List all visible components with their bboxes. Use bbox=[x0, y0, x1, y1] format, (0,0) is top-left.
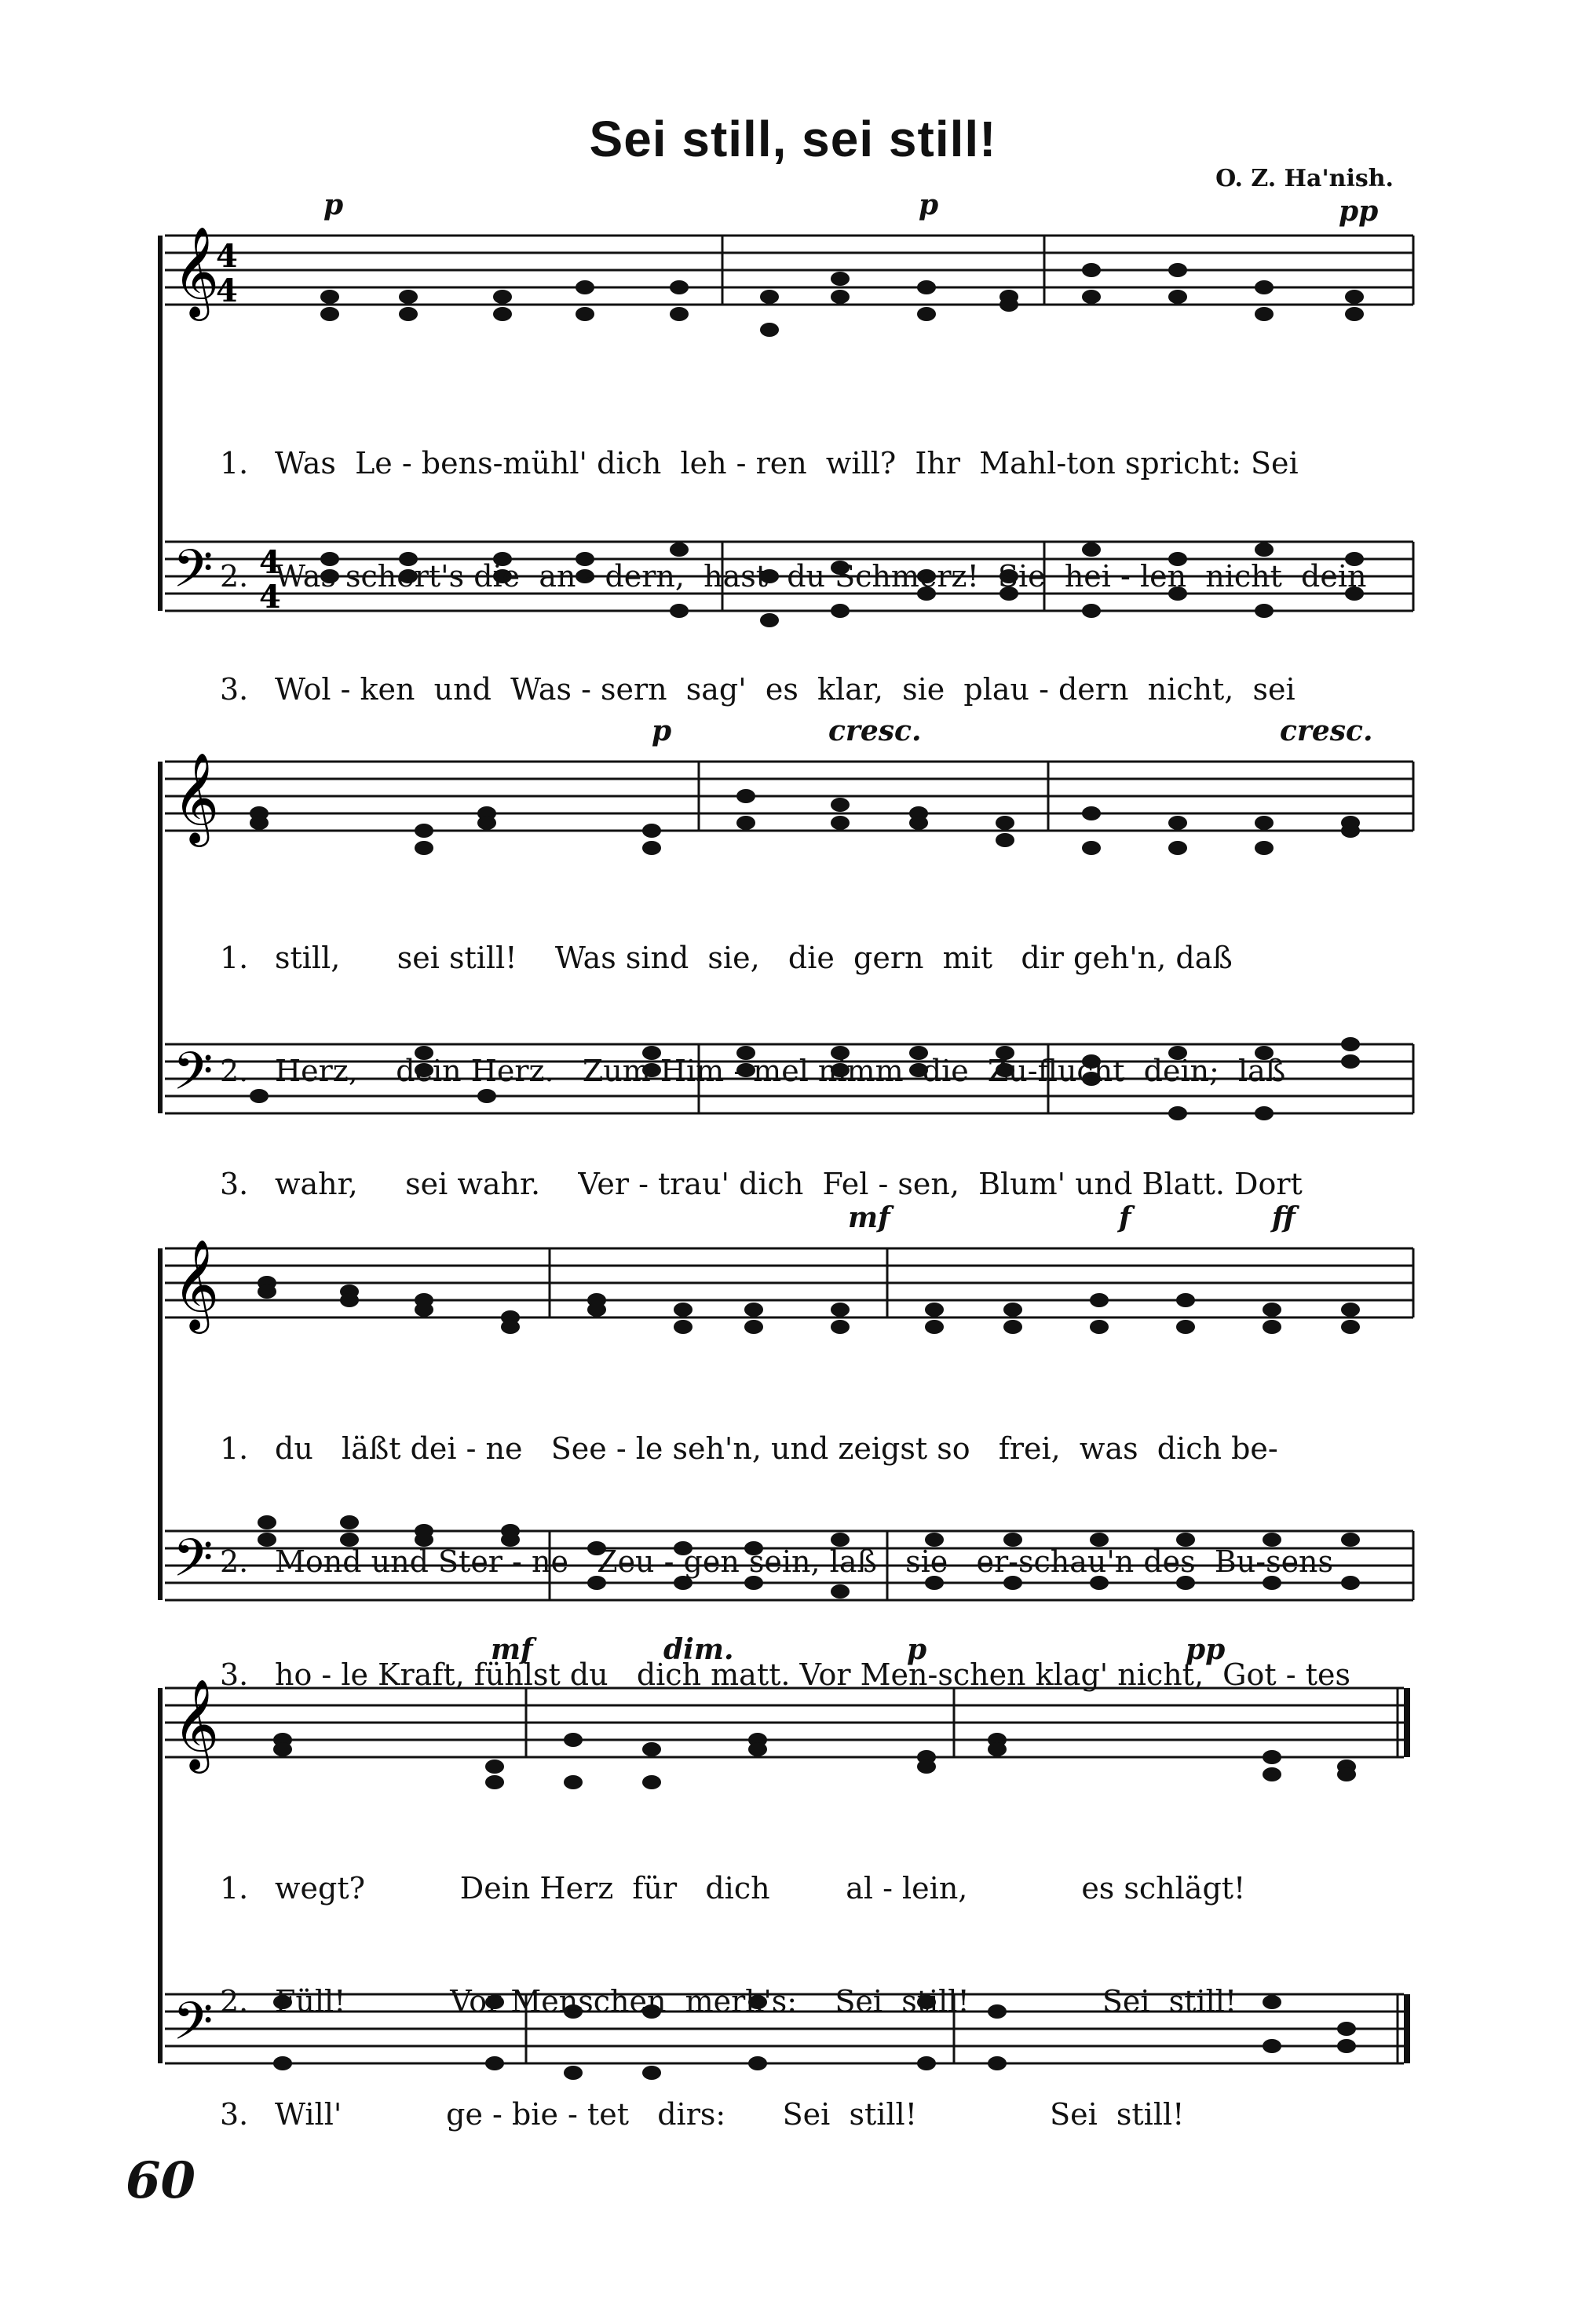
dynamic-mark: p bbox=[919, 188, 939, 221]
treble-clef-icon: 𝄞 bbox=[173, 1678, 220, 1770]
bass-clef-icon: 𝄢 bbox=[173, 1041, 214, 1114]
verse-line: 3. wahr, sei wahr. Ver - trau' dich Fel - sen, Blum' und Blatt. Dort bbox=[220, 1167, 1303, 1201]
dynamic-mark: pp bbox=[1186, 1633, 1226, 1666]
verse-line: 1. Was Le - bens-mühl' dich leh - ren will? Ihr Mahl-ton spricht: Sei bbox=[220, 446, 1299, 481]
verse-lines-1 bbox=[220, 369, 1398, 784]
dynamic-mark: p bbox=[907, 1633, 927, 1666]
composer-credit: O. Z. Ha'nish. bbox=[1215, 165, 1394, 192]
dynamic-mark: dim. bbox=[663, 1633, 734, 1666]
bass-clef-icon: 𝄢 bbox=[173, 1991, 214, 2064]
svg-text:4: 4 bbox=[259, 579, 281, 616]
dynamic-mark: p bbox=[323, 188, 344, 221]
bass-clef-icon: 𝄢 bbox=[173, 539, 214, 612]
verse-lines-4 bbox=[220, 1794, 1398, 2209]
treble-clef-icon: 𝄞 bbox=[173, 1238, 220, 1330]
dynamic-mark: cresc. bbox=[1280, 714, 1373, 747]
verse-line: 3. Wol - ken und Was - sern sag' es klar, sie plau - dern nicht, sei bbox=[220, 672, 1295, 707]
dynamic-mark: mf bbox=[848, 1201, 890, 1234]
verse-lines-2 bbox=[220, 864, 1398, 1278]
verse-line: 2. Mond und Ster - ne Zeu - gen sein, laß sie er-schau'n des Bu-sens bbox=[220, 1544, 1334, 1579]
verse-line: 1. du läßt dei - ne See - le seh'n, und zeigst so frei, was dich be- bbox=[220, 1431, 1278, 1466]
dynamic-mark: mf bbox=[491, 1633, 533, 1666]
bass-clef-icon: 𝄢 bbox=[173, 1528, 214, 1601]
verse-line: 1. wegt? Dein Herz für dich al - lein, es schlägt! bbox=[220, 1871, 1246, 1906]
dynamic-mark: pp bbox=[1339, 195, 1379, 228]
dynamic-mark: cresc. bbox=[828, 714, 922, 747]
dynamic-mark: p bbox=[652, 714, 672, 747]
verse-line: 2. Was schert's die an - dern, hast du Schmerz! Sie hei - len nicht dein bbox=[220, 559, 1367, 594]
time-signature-bottom: 4 bbox=[216, 272, 238, 309]
verse-line: 2. Herz, dein Herz. Zum Him - mel nimm die Zu-flucht dein; laß bbox=[220, 1054, 1286, 1088]
svg-text:4: 4 bbox=[259, 544, 281, 581]
page-number: 60 bbox=[126, 2151, 196, 2210]
verse-line: 3. Will' ge - bie - tet dirs: Sei still! Sei still! bbox=[220, 2097, 1185, 2132]
verse-line: 2. Füll! Vor Menschen merk's: Sei still! Sei still! bbox=[220, 1984, 1237, 2019]
verse-line: 1. still, sei still! Was sind sie, die gern mit dir geh'n, daß bbox=[220, 941, 1233, 975]
verse-line: 3. ho - le Kraft, fühlst du dich matt. Vor Men-schen klag' nicht, Got - tes bbox=[220, 1657, 1350, 1692]
dynamic-mark: ff bbox=[1272, 1201, 1295, 1234]
treble-staff-1 bbox=[165, 236, 1413, 305]
time-signature-top: 4 bbox=[216, 238, 238, 275]
treble-clef-icon: 𝄞 bbox=[173, 225, 220, 317]
page-title: Sei still, sei still! bbox=[589, 111, 997, 167]
dynamic-mark: f bbox=[1119, 1201, 1131, 1234]
treble-clef-icon: 𝄞 bbox=[173, 751, 220, 843]
